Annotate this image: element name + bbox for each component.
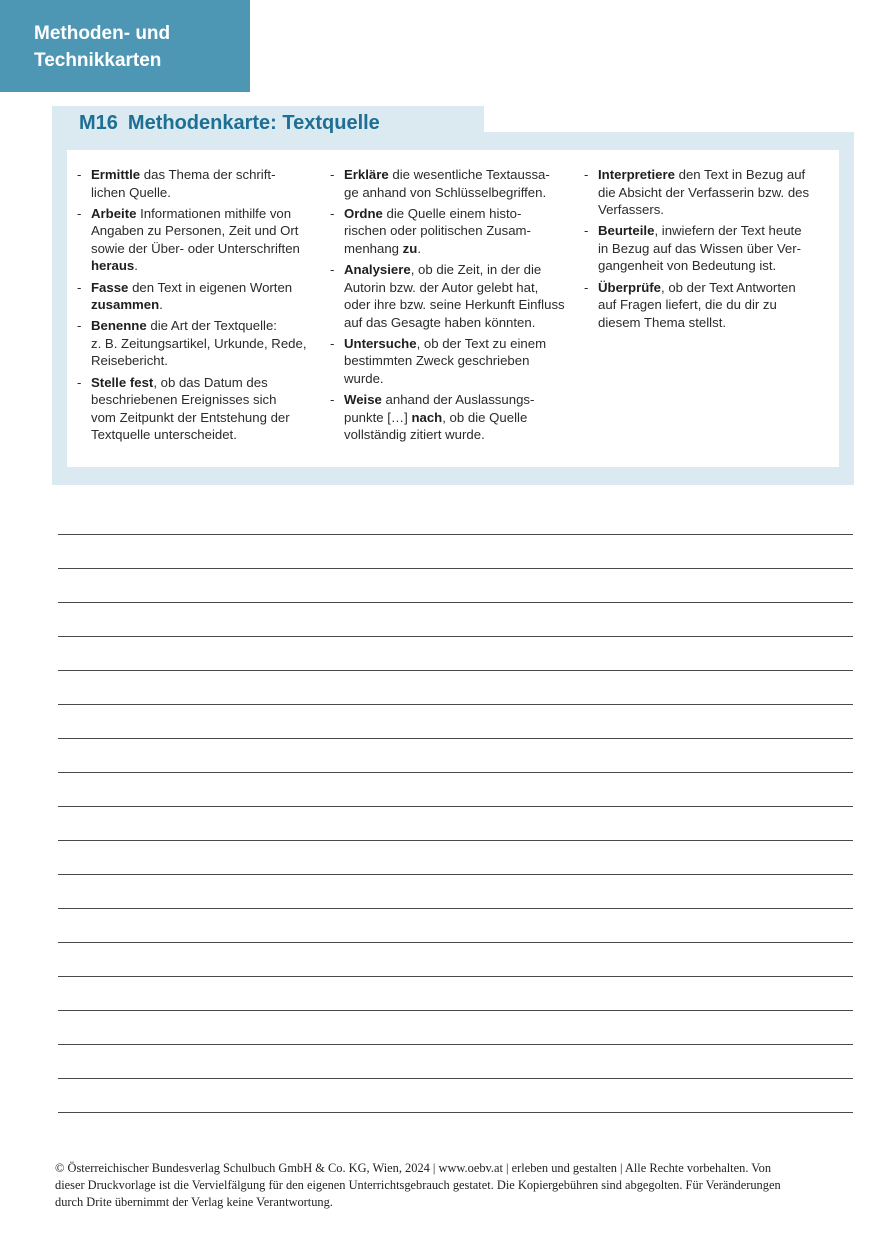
instruction-item bbox=[77, 374, 313, 444]
section-tab-line-2: Technikkarten bbox=[34, 50, 162, 71]
instruction-text: bestimmten Zweck geschrieben bbox=[344, 353, 530, 369]
instruction-text: , ob der Text zu einem bbox=[416, 335, 547, 351]
instruction-line bbox=[91, 205, 313, 223]
writing-line bbox=[58, 1078, 853, 1079]
instruction-line bbox=[91, 184, 313, 202]
instruction-line bbox=[344, 426, 566, 444]
instruction-text: Reisebericht. bbox=[91, 353, 168, 369]
instruction-text: beschriebenen Ereignisses sich bbox=[91, 392, 277, 408]
instruction-item bbox=[77, 279, 313, 314]
instruction-verb: Arbeite bbox=[91, 205, 137, 221]
instruction-line bbox=[598, 257, 820, 275]
writing-line bbox=[58, 602, 853, 603]
instruction-text: Verfassers. bbox=[598, 202, 664, 218]
instruction-text: , inwiefern der Text heute bbox=[654, 223, 802, 239]
writing-line bbox=[58, 534, 853, 535]
instruction-verb: Fasse bbox=[91, 279, 129, 295]
instruction-line bbox=[344, 391, 566, 409]
instruction-item bbox=[584, 166, 820, 219]
instruction-text: auf Fragen liefert, die du dir zu bbox=[598, 297, 777, 313]
instruction-text: vom Zeitpunkt der Entstehung der bbox=[91, 409, 290, 425]
instruction-line bbox=[91, 257, 313, 275]
bullet-dash: - bbox=[330, 205, 335, 221]
bullet-dash: - bbox=[584, 279, 589, 295]
bullet-dash: - bbox=[584, 223, 589, 239]
instruction-line bbox=[344, 184, 566, 202]
instruction-item bbox=[330, 391, 566, 444]
card-column-3 bbox=[584, 166, 820, 335]
instruction-line bbox=[91, 240, 313, 258]
instruction-line bbox=[91, 317, 313, 335]
instruction-verb: Weise bbox=[344, 392, 382, 408]
card-column-2 bbox=[330, 166, 566, 447]
instruction-line bbox=[344, 205, 566, 223]
instruction-verb: zusammen bbox=[91, 297, 160, 313]
instruction-line bbox=[598, 240, 820, 258]
instruction-verb: Beurteile bbox=[598, 223, 655, 239]
instruction-line bbox=[344, 409, 566, 427]
instruction-line bbox=[91, 335, 313, 353]
instruction-line bbox=[344, 279, 566, 297]
instruction-line bbox=[344, 296, 566, 314]
instruction-verb: Benenne bbox=[91, 318, 147, 334]
writing-line bbox=[58, 704, 853, 705]
bullet-dash: - bbox=[77, 205, 82, 221]
instruction-text: Textquelle unterscheidet. bbox=[91, 427, 237, 443]
panel-notch bbox=[484, 106, 854, 132]
writing-line bbox=[58, 670, 853, 671]
instruction-text: in Bezug auf das Wissen über Ver- bbox=[598, 240, 802, 256]
instruction-item bbox=[330, 335, 566, 388]
instruction-line bbox=[598, 166, 820, 184]
instruction-text: die Quelle einem histo- bbox=[382, 205, 522, 221]
instruction-text: auf das Gesagte haben könnten. bbox=[344, 314, 536, 330]
instruction-text: den Text in Bezug auf bbox=[674, 167, 806, 182]
instruction-verb: zu bbox=[402, 240, 418, 256]
instruction-text: oder ihre bzw. seine Herkunft Einfluss bbox=[344, 297, 565, 313]
writing-line bbox=[58, 976, 853, 977]
writing-line bbox=[58, 738, 853, 739]
bullet-dash: - bbox=[77, 374, 82, 390]
instruction-text: punkte […] bbox=[344, 409, 412, 425]
instruction-text: gangenheit von Bedeutung ist. bbox=[598, 258, 777, 274]
card-title bbox=[79, 112, 380, 135]
writing-line bbox=[58, 874, 853, 875]
writing-line bbox=[58, 636, 853, 637]
instruction-line bbox=[598, 279, 820, 297]
instruction-verb: heraus bbox=[91, 258, 135, 274]
instruction-item bbox=[330, 261, 566, 331]
instruction-line bbox=[91, 352, 313, 370]
instruction-line bbox=[91, 374, 313, 392]
instruction-verb: Erkläre bbox=[344, 167, 389, 182]
bullet-dash: - bbox=[330, 167, 335, 182]
instruction-line bbox=[91, 296, 313, 314]
instruction-text: menhang bbox=[344, 240, 403, 256]
instruction-verb: Überprüfe bbox=[598, 279, 662, 295]
instruction-verb: Interpretiere bbox=[598, 167, 675, 182]
instruction-text: Autorin bzw. der Autor gelebt hat, bbox=[344, 279, 539, 295]
instruction-text: Informationen mithilfe von bbox=[136, 205, 292, 221]
instruction-line bbox=[344, 166, 566, 184]
instruction-verb: Stelle fest bbox=[91, 374, 154, 390]
instruction-text: . bbox=[417, 240, 421, 256]
instruction-line bbox=[598, 296, 820, 314]
instruction-line bbox=[91, 409, 313, 427]
instruction-line bbox=[344, 335, 566, 353]
instruction-text: , ob die Quelle bbox=[442, 409, 528, 425]
bullet-dash: - bbox=[584, 167, 589, 182]
instruction-text: lichen Quelle. bbox=[91, 184, 171, 200]
card-code: M16 bbox=[79, 112, 118, 134]
section-tab bbox=[0, 0, 250, 92]
instruction-text: diesem Thema stellst. bbox=[598, 314, 727, 330]
copyright-footer bbox=[55, 1160, 855, 1211]
instruction-line bbox=[91, 426, 313, 444]
writing-line bbox=[58, 806, 853, 807]
writing-line bbox=[58, 772, 853, 773]
instruction-item bbox=[584, 279, 820, 332]
instruction-verb: Analysiere bbox=[344, 261, 411, 277]
instruction-line bbox=[598, 184, 820, 202]
instruction-line bbox=[598, 222, 820, 240]
instruction-text: die Art der Textquelle: bbox=[146, 318, 277, 334]
section-tab-line-1: Methoden- und bbox=[34, 23, 171, 44]
instruction-text: , ob der Text Antworten bbox=[661, 279, 796, 295]
instruction-item bbox=[584, 222, 820, 275]
instruction-line bbox=[344, 240, 566, 258]
card-column-1 bbox=[77, 166, 313, 447]
footer-line-3: durch Drite übernimmt der Verlag keine Verantwortung. bbox=[55, 1195, 333, 1209]
instruction-line bbox=[344, 261, 566, 279]
instruction-text: sowie der Über- oder Unterschriften bbox=[91, 240, 300, 256]
instruction-item bbox=[77, 317, 313, 370]
instruction-text: , ob die Zeit, in der die bbox=[410, 261, 542, 277]
writing-line bbox=[58, 908, 853, 909]
instruction-text: den Text in eigenen Worten bbox=[128, 279, 293, 295]
instruction-line bbox=[91, 391, 313, 409]
instruction-item bbox=[330, 166, 566, 201]
instruction-text: z. B. Zeitungsartikel, Urkunde, Rede, bbox=[91, 335, 307, 351]
writing-line bbox=[58, 942, 853, 943]
instruction-text: die wesentliche Textaussa- bbox=[388, 167, 550, 182]
instruction-line bbox=[91, 166, 313, 184]
writing-line bbox=[58, 568, 853, 569]
instruction-verb: nach bbox=[411, 409, 443, 425]
instruction-text: das Thema der schrift- bbox=[140, 167, 276, 182]
bullet-dash: - bbox=[330, 392, 335, 408]
instruction-verb: Ermittle bbox=[91, 167, 141, 182]
instruction-line bbox=[344, 352, 566, 370]
instruction-item bbox=[77, 205, 313, 275]
instruction-text: , ob das Datum des bbox=[153, 374, 268, 390]
instruction-line bbox=[91, 222, 313, 240]
bullet-dash: - bbox=[77, 279, 82, 295]
instruction-line bbox=[598, 201, 820, 219]
instruction-line bbox=[91, 279, 313, 297]
instruction-text: . bbox=[159, 297, 163, 313]
card-title-text: Methodenkarte: Textquelle bbox=[127, 112, 380, 134]
instruction-text: Angaben zu Personen, Zeit und Ort bbox=[91, 223, 299, 239]
instruction-text: die Absicht der Verfasserin bzw. des bbox=[598, 184, 810, 200]
instruction-text: rischen oder politischen Zusam- bbox=[344, 223, 531, 239]
footer-line-1: © Österreichischer Bundesverlag Schulbuch GmbH & Co. KG, Wien, 2024 | www.oebv.at | erleben und gestalten | Alle Rechte vorbehalten. Von bbox=[55, 1161, 772, 1175]
instruction-line bbox=[344, 314, 566, 332]
instruction-verb: Untersuche bbox=[344, 335, 417, 351]
instruction-line bbox=[344, 370, 566, 388]
writing-line bbox=[58, 840, 853, 841]
bullet-dash: - bbox=[77, 318, 82, 334]
instruction-text: . bbox=[134, 258, 138, 274]
instruction-text: wurde. bbox=[344, 371, 384, 387]
writing-line bbox=[58, 1044, 853, 1045]
writing-line bbox=[58, 1112, 853, 1113]
instruction-text: ge anhand von Schlüsselbegriffen. bbox=[344, 184, 547, 200]
bullet-dash: - bbox=[77, 167, 82, 182]
instruction-line bbox=[598, 314, 820, 332]
writing-line bbox=[58, 1010, 853, 1011]
instruction-line bbox=[344, 222, 566, 240]
instruction-text: anhand der Auslassungs- bbox=[381, 392, 535, 408]
instruction-verb: Ordne bbox=[344, 205, 383, 221]
bullet-dash: - bbox=[330, 335, 335, 351]
instruction-item bbox=[77, 166, 313, 201]
footer-line-2: dieser Druckvorlage ist die Vervielfälgung für den eigenen Unterrichtsgebrauch gestatet. Die Kopiergebühren sind abgegolten. Für Veränderungen bbox=[55, 1178, 781, 1192]
instruction-text: vollständig zitiert wurde. bbox=[344, 427, 485, 443]
bullet-dash: - bbox=[330, 261, 335, 277]
instruction-item bbox=[330, 205, 566, 258]
